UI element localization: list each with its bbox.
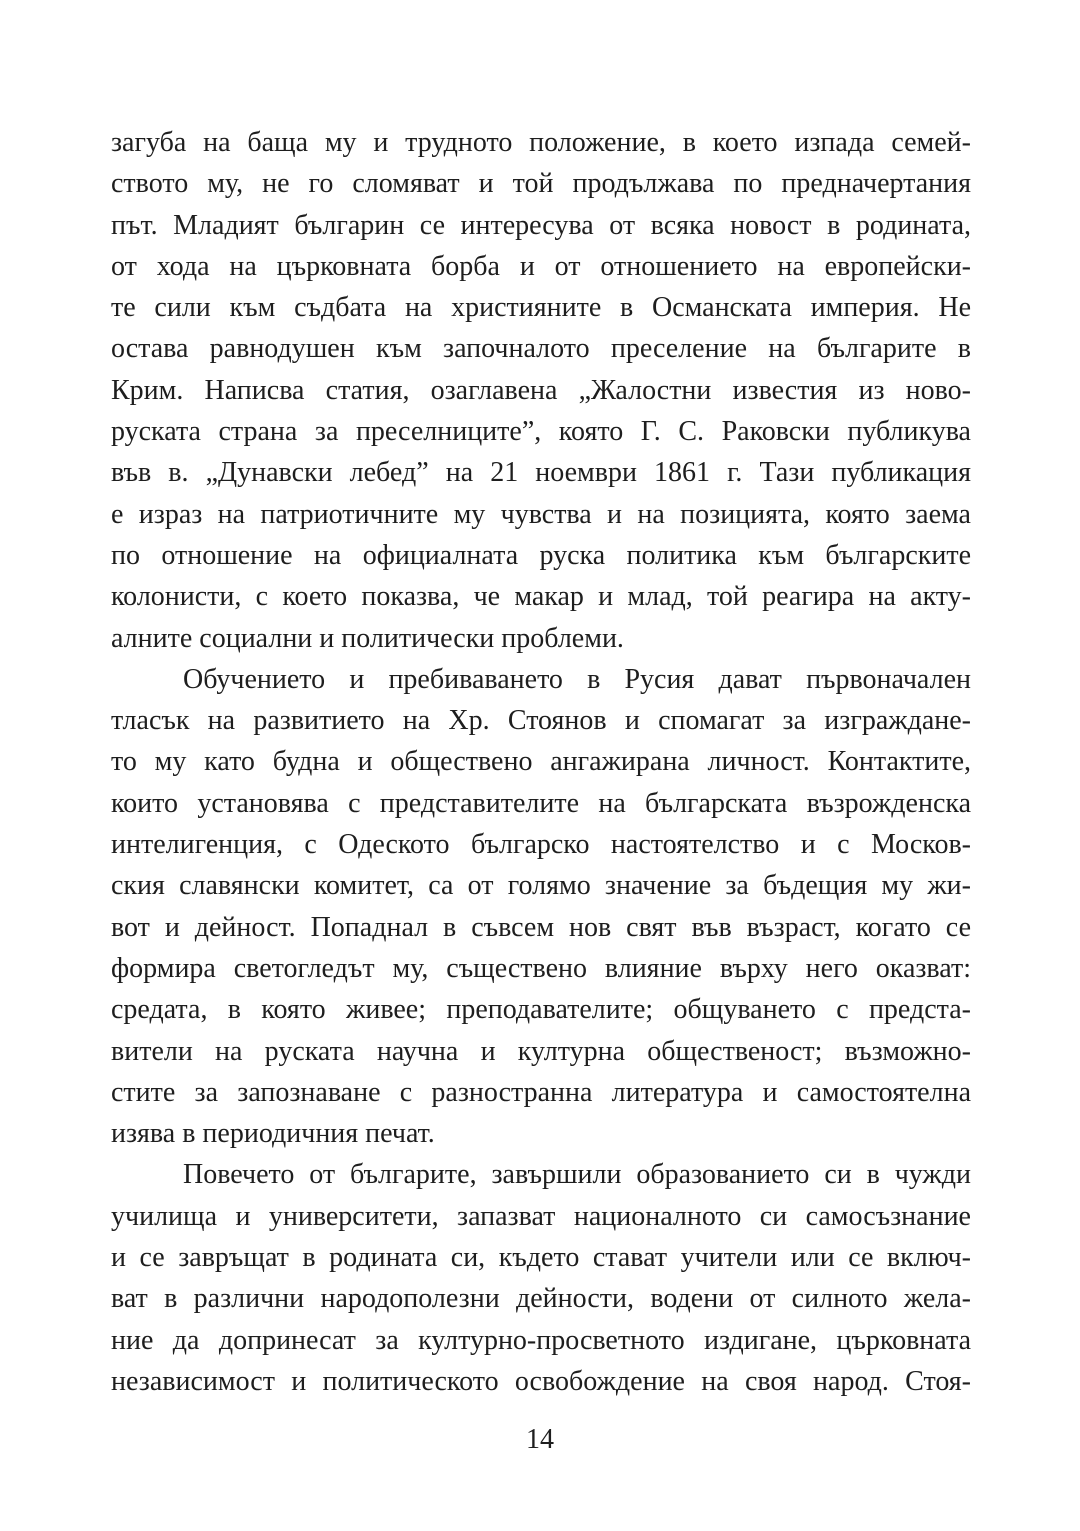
text-line: ския славянски комитет, са от голямо значение за бъдещия му жи- xyxy=(111,870,971,902)
paragraph xyxy=(111,122,971,659)
text-line: вители на руската научна и културна общественост; възможно- xyxy=(111,1035,971,1067)
text-line: Крим. Написва статия, озаглавена „Жалостни известия из ново- xyxy=(111,374,971,406)
text-line: Обучението и пребиваването в Русия дават първоначален xyxy=(183,663,971,695)
text-line: тласък на развитието на Хр. Стоянов и спомагат за изграждане- xyxy=(111,705,971,737)
text-line: те сили към съдбата на християните в Османската империя. Не xyxy=(111,292,971,324)
text-line: остава равнодушен към започналото преселение на българите в xyxy=(111,333,971,365)
text-line: загуба на баща му и трудното положение, в което изпада семей- xyxy=(111,127,971,158)
text-line: във в. „Дунавски лебед” на 21 ноември 1861 г. Тази публикация xyxy=(111,457,971,489)
text-line: ват в различни народополезни дейности, водени от силното жела- xyxy=(111,1283,971,1315)
text-line: руската страна за преселниците”, която Г. С. Раковски публикува xyxy=(111,416,971,448)
text-line: Повечето от българите, завършили образованието си в чужди xyxy=(183,1159,971,1191)
text-line: формира светогледът му, съществено влияние върху него оказват: xyxy=(111,952,971,984)
text-line: е израз на патриотичните му чувства и на позицията, която заема xyxy=(111,498,971,530)
text-line: интелигенция, с Одеското българско настоятелство и с Москов- xyxy=(111,829,971,861)
text-line: и се завръщат в родината си, където стават учители или се включ- xyxy=(111,1242,971,1274)
text-line: средата, в която живее; преподавателите; общуването с предста- xyxy=(111,994,971,1026)
page-number: 14 xyxy=(526,1424,554,1455)
body-text xyxy=(111,122,971,1402)
text-line: ството му, не го сломяват и той продължава по предначертания xyxy=(111,168,971,200)
text-line: изява в периодичния печат. xyxy=(111,1118,435,1150)
text-line: колонисти, с което показва, че макар и млад, той реагира на акту- xyxy=(111,581,971,613)
text-line: алните социални и политически проблеми. xyxy=(111,622,624,654)
text-line: които установява с представителите на българската възрожденска xyxy=(111,787,971,819)
text-line: по отношение на официалната руска политика към българските xyxy=(111,539,971,571)
text-line: независимост и политическото освобождение на своя народ. Стоя- xyxy=(111,1365,971,1397)
paragraph xyxy=(111,1154,971,1402)
text-line: училища и университети, запазват националното си самосъзнание xyxy=(111,1200,971,1232)
text-line: то му като будна и обществено ангажирана личност. Контактите, xyxy=(111,746,971,778)
text-line: стите за запознаване с разностранна литература и самостоятелна xyxy=(111,1076,971,1108)
text-line: от хода на църковната борба и от отношението на европейски- xyxy=(111,250,971,282)
text-line: път. Младият българин се интересува от всяка новост в родината, xyxy=(111,209,971,241)
text-line: ние да допринесат за културно-просветното издигане, църковната xyxy=(111,1324,971,1356)
text-line: вот и дейност. Попаднал в съвсем нов свят във възраст, когато се xyxy=(111,911,971,943)
paragraph xyxy=(111,659,971,1155)
